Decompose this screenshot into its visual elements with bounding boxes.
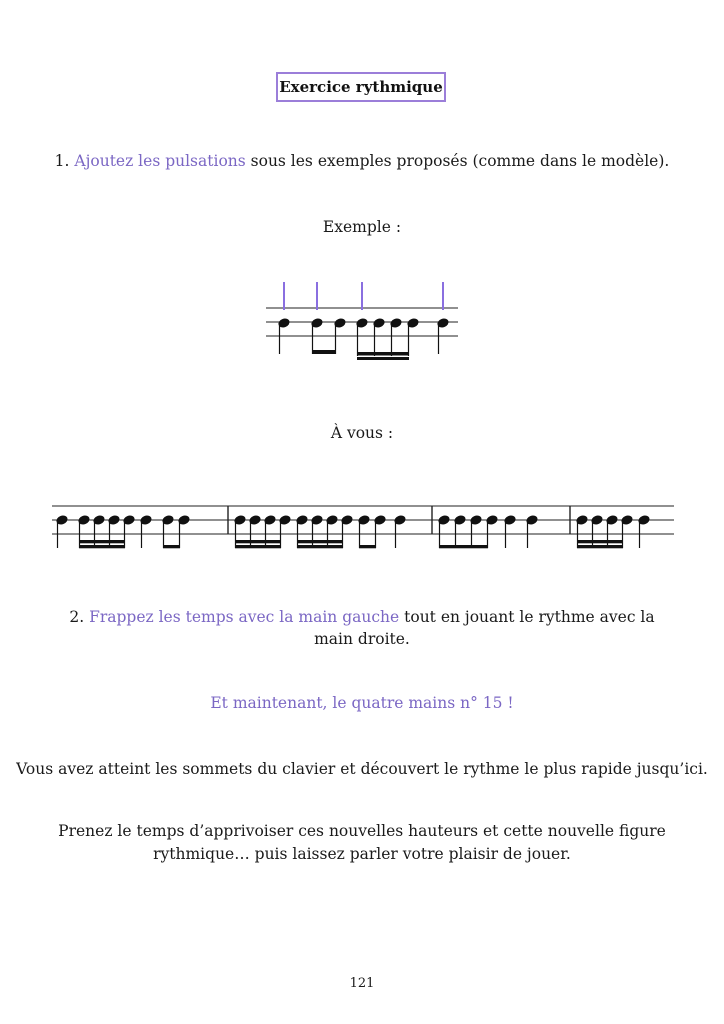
example-label: Exemple : — [322, 218, 402, 236]
instruction-2-number: 2. — [69, 608, 85, 626]
paragraph-2-line-2: rythmique… puis laissez parler votre plaisir de jouer. — [153, 845, 571, 863]
pulse-marks — [284, 282, 443, 310]
beam — [235, 540, 281, 543]
instruction-2-highlight: Frappez les temps avec la main gauche — [89, 608, 400, 626]
beam — [297, 540, 343, 543]
paragraph-1: Vous avez atteint les sommets du clavier et découvert le rythme le plus rapide jusqu’ici. — [16, 760, 708, 778]
exercise-title-text: Exercice rythmique — [279, 78, 443, 96]
beam — [577, 545, 623, 548]
instruction-2-continued: main droite. — [314, 630, 410, 648]
beam — [297, 545, 343, 548]
beam — [577, 540, 623, 543]
example-staff — [262, 278, 462, 360]
instruction-1 — [0, 150, 724, 172]
beam — [79, 545, 125, 548]
instruction-1-text: sous les exemples proposés (comme dans le modèle). — [250, 152, 670, 170]
your-turn-label: À vous : — [330, 424, 394, 442]
beam — [439, 545, 488, 548]
beam — [79, 540, 125, 543]
exercise-title — [276, 72, 446, 102]
four-hands-note: Et maintenant, le quatre mains n° 15 ! — [210, 694, 514, 712]
beam — [235, 545, 281, 548]
example-notes — [278, 318, 449, 360]
instruction-2 — [0, 606, 724, 628]
paragraph-2-line-1: Prenez le temps d’apprivoiser ces nouvelles hauteurs et cette nouvelle figure — [58, 822, 666, 840]
instruction-1-highlight: Ajoutez les pulsations — [74, 152, 246, 170]
beam — [357, 352, 409, 356]
beam — [163, 545, 180, 548]
exercise-staff — [48, 500, 678, 558]
instruction-2-text: tout en jouant le rythme avec la — [404, 608, 655, 626]
beam — [359, 545, 376, 548]
beam — [357, 357, 409, 360]
instruction-1-number: 1. — [54, 152, 70, 170]
page-number: 121 — [349, 976, 375, 991]
beam — [312, 350, 336, 354]
